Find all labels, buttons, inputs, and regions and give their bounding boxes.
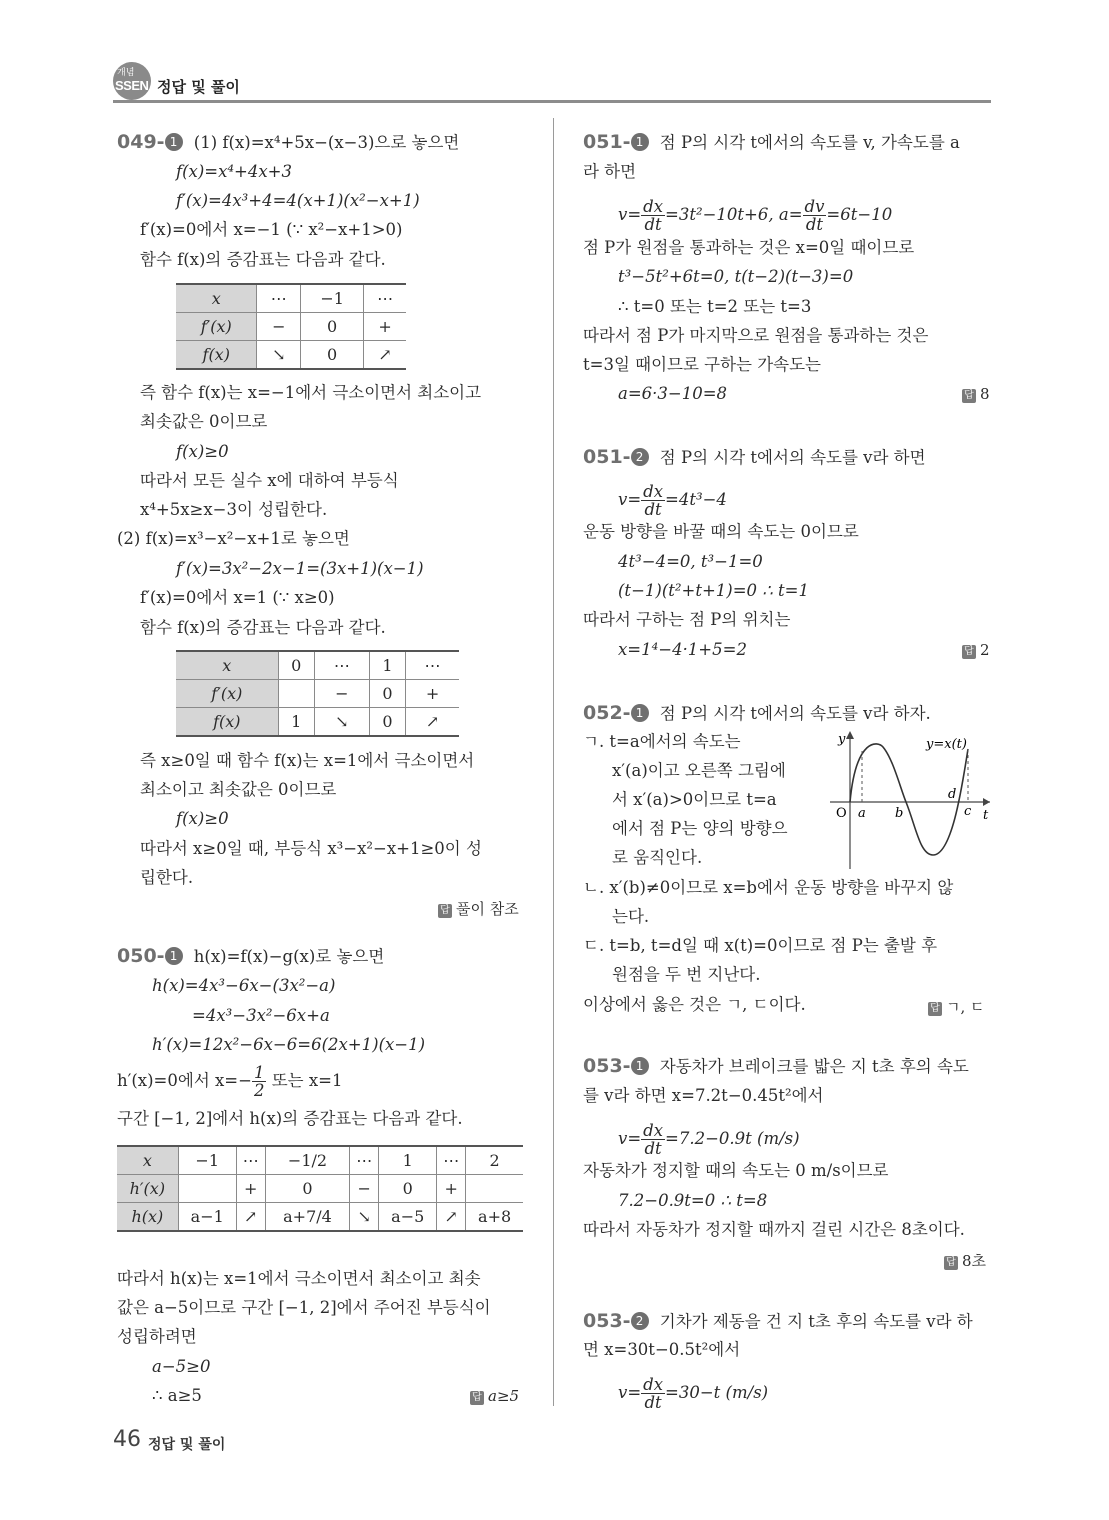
table-cell: +	[406, 680, 459, 708]
table-cell: +	[364, 313, 406, 341]
problem-052-answer: 답 ㄱ, ㄷ	[928, 996, 985, 1017]
table-cell	[178, 1175, 236, 1203]
table-cell: f(x)	[176, 708, 278, 737]
problem-049-line8: f(x)≥0	[176, 442, 229, 461]
table-cell: −1	[301, 284, 364, 313]
table-cell: 0	[369, 680, 405, 708]
problem-050-line5: h′(x)=0에서 x=− $\frac{1}{2}$ 또는 x=1	[117, 1063, 343, 1100]
table-cell: ↗	[364, 341, 406, 370]
problem-053-1-line2: 를 v라 하면 x=7.2t−0.45t²에서	[583, 1086, 824, 1105]
table-row	[176, 708, 459, 737]
table-row	[176, 651, 459, 680]
problem-049-line9: 따라서 모든 실수 x에 대하여 부등식	[140, 471, 399, 490]
table-cell: 2	[466, 1146, 523, 1175]
table-cell: −	[350, 1175, 379, 1203]
problem-051-1-line8: t=3일 때이므로 구하는 가속도는	[583, 355, 821, 374]
table-cell: ↘	[350, 1203, 379, 1232]
problem-049-line6: 즉 함수 f(x)는 x=−1에서 극소이면서 최소이고	[140, 383, 482, 402]
increase-decrease-table-2	[176, 650, 459, 737]
graph-a-label: a	[858, 806, 866, 821]
problem-053-2-number: 053-	[583, 1310, 631, 1332]
problem-049-line3: f′(x)=4x³+4=4(x+1)(x²−x+1)	[176, 191, 420, 210]
problem-052-heading	[583, 702, 931, 725]
problem-052-mark: 1	[631, 704, 649, 722]
problem-050-answer: 답 a≥5	[470, 1387, 519, 1405]
table-cell: a−1	[178, 1203, 236, 1232]
problem-053-1-line6: 따라서 자동차가 정지할 때까지 걸린 시간은 8초이다.	[583, 1220, 965, 1239]
problem-051-1-mark: 1	[631, 133, 649, 151]
problem-053-1-line4: 자동차가 정지할 때의 속도는 0 m/s이므로	[583, 1161, 889, 1180]
table-cell: ↘	[257, 341, 301, 370]
problem-049-line15: 즉 x≥0일 때 함수 f(x)는 x=1에서 극소이면서	[140, 751, 475, 770]
problem-050-line6: 구간 [−1, 2]에서 h(x)의 증감표는 다음과 같다.	[117, 1109, 463, 1128]
table-cell	[278, 680, 314, 708]
graph-c-label: c	[964, 804, 972, 819]
table-cell: a+7/4	[265, 1203, 350, 1232]
graph-origin-label: O	[836, 806, 847, 821]
table-cell: 1	[379, 1146, 437, 1175]
problem-049-line10: x⁴+5x≥x−3이 성립한다.	[140, 500, 328, 519]
table-cell: x	[117, 1146, 178, 1175]
problem-049-line19: 립한다.	[140, 868, 194, 887]
answer-icon: 답	[928, 1002, 942, 1016]
problem-051-2-line5: (t−1)(t²+t+1)=0 ∴ t=1	[618, 581, 809, 600]
problem-049-line17: f(x)≥0	[176, 809, 229, 828]
problem-051-2-line6: 따라서 구하는 점 P의 위치는	[583, 610, 791, 629]
problem-052-line8: 는다.	[612, 907, 650, 926]
table-cell: ⋯	[437, 1146, 466, 1175]
table-cell: 0	[265, 1175, 350, 1203]
problem-050-line2: h(x)=4x³−6x−(3x²−a)	[152, 976, 336, 995]
answer-icon: 답	[962, 645, 976, 659]
table-row	[176, 284, 406, 313]
table-cell: ↗	[437, 1203, 466, 1232]
table-cell: ↗	[406, 708, 459, 737]
problem-051-2-line4: 4t³−4=0, t³−1=0	[618, 552, 763, 571]
problem-052-line7: ㄴ. x′(b)≠0이므로 x=b에서 운동 방향을 바꾸지 않	[583, 878, 954, 897]
problem-049-heading	[117, 131, 459, 154]
problem-049-line11: (2) f(x)=x³−x²−x+1로 놓으면	[117, 529, 350, 548]
table-cell: 0	[301, 341, 364, 370]
problem-051-1-number: 051-	[583, 131, 631, 153]
header-badge-top: 개념	[117, 68, 135, 78]
problem-051-2-line1: 점 P의 시각 t에서의 속도를 v라 하면	[659, 448, 926, 467]
header-title: 정답 및 풀이	[157, 78, 240, 96]
problem-053-1-heading	[583, 1055, 969, 1078]
problem-052-line4: 서 x′(a)>0이므로 t=a	[612, 790, 777, 809]
problem-051-1-line3: v= $\frac{dx}{dt}$ =3t²−10t+6, a= $\frac{dv}{dt}$ =6t−10	[618, 197, 893, 234]
problem-050-line4: h′(x)=12x²−6x−6=6(2x+1)(x−1)	[152, 1035, 426, 1054]
problem-051-1-line7: 따라서 점 P가 마지막으로 원점을 통과하는 것은	[583, 326, 929, 345]
table-row	[176, 313, 406, 341]
increase-decrease-table-3	[117, 1145, 523, 1232]
table-row	[176, 680, 459, 708]
problem-049-line18: 따라서 x≥0일 때, 부등식 x³−x²−x+1≥0이 성	[140, 839, 482, 858]
problem-052-line3: x′(a)이고 오른쪽 그림에	[612, 761, 786, 780]
table-cell: ⋯	[314, 651, 369, 680]
problem-049-mark: 1	[165, 133, 183, 151]
table-cell: 0	[301, 313, 364, 341]
table-cell: h′(x)	[117, 1175, 178, 1203]
problem-049-answer: 답 풀이 참조	[438, 898, 519, 919]
problem-051-1-line6: ∴ t=0 또는 t=2 또는 t=3	[618, 297, 812, 316]
table-cell: +	[236, 1175, 265, 1203]
graph-curve-label: y=x(t)	[926, 737, 967, 752]
problem-053-1-line1: 자동차가 브레이크를 밟은 지 t초 후의 속도	[659, 1057, 969, 1076]
problem-050-line8: 값은 a−5이므로 구간 [−1, 2]에서 주어진 부등식이	[117, 1298, 491, 1317]
problem-051-1-heading	[583, 131, 960, 154]
problem-049-line4: f′(x)=0에서 x=−1 (∵ x²−x+1>0)	[140, 220, 403, 239]
problem-051-2-heading	[583, 446, 926, 469]
table-cell: x	[176, 284, 257, 313]
answer-icon: 답	[962, 389, 976, 403]
problem-053-1-line5: 7.2−0.9t=0 ∴ t=8	[618, 1191, 768, 1210]
problem-053-2-line3: v= $\frac{dx}{dt}$ =30−t (m/s)	[618, 1375, 769, 1412]
problem-050-line7: 따라서 h(x)는 x=1에서 극소이면서 최소이고 최솟	[117, 1269, 481, 1288]
table-cell: x	[176, 651, 278, 680]
problem-053-2-line1: 기차가 제동을 건 지 t초 후의 속도를 v라 하	[659, 1312, 973, 1331]
table-cell: −1	[178, 1146, 236, 1175]
problem-052-line6: 로 움직인다.	[612, 848, 703, 867]
problem-049-line2: f(x)=x⁴+4x+3	[176, 162, 292, 181]
table-cell: f(x)	[176, 341, 257, 370]
answer-icon: 답	[944, 1256, 958, 1270]
problem-050-line11: ∴ a≥5	[152, 1386, 202, 1405]
problem-051-2-line7: x=1⁴−4·1+5=2	[618, 640, 747, 659]
table-cell: ↗	[236, 1203, 265, 1232]
problem-051-1-line1: 점 P의 시각 t에서의 속도를 v, 가속도를 a	[659, 133, 960, 152]
problem-051-2-number: 051-	[583, 446, 631, 468]
table-cell: 0	[278, 651, 314, 680]
table-cell: −	[314, 680, 369, 708]
header-badge-bottom: SSEN	[115, 78, 149, 93]
problem-051-1-answer: 답 8	[962, 385, 990, 403]
answer-icon: 답	[438, 904, 452, 918]
problem-049-line5: 함수 f(x)의 증감표는 다음과 같다.	[140, 250, 386, 269]
table-cell: 0	[379, 1175, 437, 1203]
problem-053-2-heading	[583, 1310, 973, 1333]
problem-050-line3: =4x³−3x²−6x+a	[192, 1006, 330, 1025]
problem-052-line5: 에서 점 P는 양의 방향으	[612, 819, 788, 838]
table-row	[176, 341, 406, 370]
problem-049-line1: (1) f(x)=x⁴+5x−(x−3)으로 놓으면	[193, 133, 460, 152]
graph-t-label: t	[983, 808, 989, 823]
problem-051-1-line2: 라 하면	[583, 162, 637, 181]
table-cell: +	[437, 1175, 466, 1203]
table-cell: −1/2	[265, 1146, 350, 1175]
fraction-one-half: $\frac{1}{2}$	[253, 1063, 265, 1100]
increase-decrease-table-1	[176, 283, 406, 370]
table-row	[117, 1203, 523, 1232]
table-cell: ⋯	[364, 284, 406, 313]
table-row	[117, 1175, 523, 1203]
problem-052-line1: 점 P의 시각 t에서의 속도를 v라 하자.	[659, 704, 931, 723]
graph-d-label: d	[948, 787, 957, 802]
problem-052-line11: 이상에서 옳은 것은 ㄱ, ㄷ이다.	[583, 995, 806, 1014]
table-cell: 0	[369, 708, 405, 737]
problem-049-line13: f′(x)=0에서 x=1 (∵ x≥0)	[140, 588, 335, 607]
table-cell: a+8	[466, 1203, 523, 1232]
y-axis-arrow-icon	[846, 731, 854, 739]
table-cell: ⋯	[350, 1146, 379, 1175]
graph-y-label: y	[838, 732, 846, 747]
graph-b-label: b	[895, 806, 904, 821]
table-row	[117, 1146, 523, 1175]
table-cell	[466, 1175, 523, 1203]
problem-050-line1: h(x)=f(x)−g(x)로 놓으면	[193, 947, 385, 966]
problem-050-heading	[117, 945, 384, 968]
page-number: 46	[113, 1427, 141, 1452]
table-cell: ↘	[314, 708, 369, 737]
problem-052-line9: ㄷ. t=b, t=d일 때 x(t)=0이므로 점 P는 출발 후	[583, 936, 938, 955]
table-cell: f′(x)	[176, 680, 278, 708]
problem-053-1-number: 053-	[583, 1055, 631, 1077]
table-cell: ⋯	[406, 651, 459, 680]
answer-icon: 답	[470, 1391, 484, 1405]
problem-051-1-line9: a=6·3−10=8	[618, 384, 728, 403]
table-cell: f′(x)	[176, 313, 257, 341]
problem-049-line7: 최솟값은 0이므로	[140, 412, 268, 431]
problem-053-1-mark: 1	[631, 1057, 649, 1075]
header-badge	[113, 62, 151, 100]
footer-label: 정답 및 풀이	[148, 1437, 226, 1453]
t-axis-arrow-icon	[983, 798, 990, 806]
problem-050-number: 050-	[117, 945, 165, 967]
table-cell: ⋯	[257, 284, 301, 313]
problem-049-line16: 최소이고 최솟값은 0이므로	[140, 780, 337, 799]
position-graph	[828, 727, 993, 872]
header-rule	[113, 100, 991, 103]
problem-053-1-answer: 답 8초	[944, 1250, 986, 1271]
table-cell: a−5	[379, 1203, 437, 1232]
problem-053-1-line3: v= $\frac{dx}{dt}$ =7.2−0.9t (m/s)	[618, 1121, 800, 1158]
problem-050-line9: 성립하려면	[117, 1327, 197, 1346]
problem-051-1-line4: 점 P가 원점을 통과하는 것은 x=0일 때이므로	[583, 238, 915, 257]
problem-051-2-mark: 2	[631, 448, 649, 466]
table-cell: −	[257, 313, 301, 341]
problem-052-number: 052-	[583, 702, 631, 724]
problem-052-line2: ㄱ. t=a에서의 속도는	[583, 732, 741, 751]
table-cell: 1	[278, 708, 314, 737]
problem-049-number: 049-	[117, 131, 165, 153]
problem-053-2-mark: 2	[631, 1312, 649, 1330]
problem-051-2-line3: 운동 방향을 바꿀 때의 속도는 0이므로	[583, 522, 859, 541]
column-divider	[553, 118, 554, 1406]
problem-051-2-answer: 답 2	[962, 641, 990, 659]
problem-051-2-line2: v= $\frac{dx}{dt}$ =4t³−4	[618, 482, 727, 519]
problem-050-line10: a−5≥0	[152, 1357, 211, 1376]
problem-051-1-line5: t³−5t²+6t=0, t(t−2)(t−3)=0	[618, 267, 854, 286]
problem-050-mark: 1	[165, 947, 183, 965]
table-cell: h(x)	[117, 1203, 178, 1232]
problem-049-line14: 함수 f(x)의 증감표는 다음과 같다.	[140, 618, 386, 637]
problem-049-line12: f′(x)=3x²−2x−1=(3x+1)(x−1)	[176, 559, 424, 578]
table-cell: ⋯	[236, 1146, 265, 1175]
table-cell: 1	[369, 651, 405, 680]
problem-052-line10: 원점을 두 번 지난다.	[612, 965, 761, 984]
problem-053-2-line2: 면 x=30t−0.5t²에서	[583, 1340, 741, 1359]
